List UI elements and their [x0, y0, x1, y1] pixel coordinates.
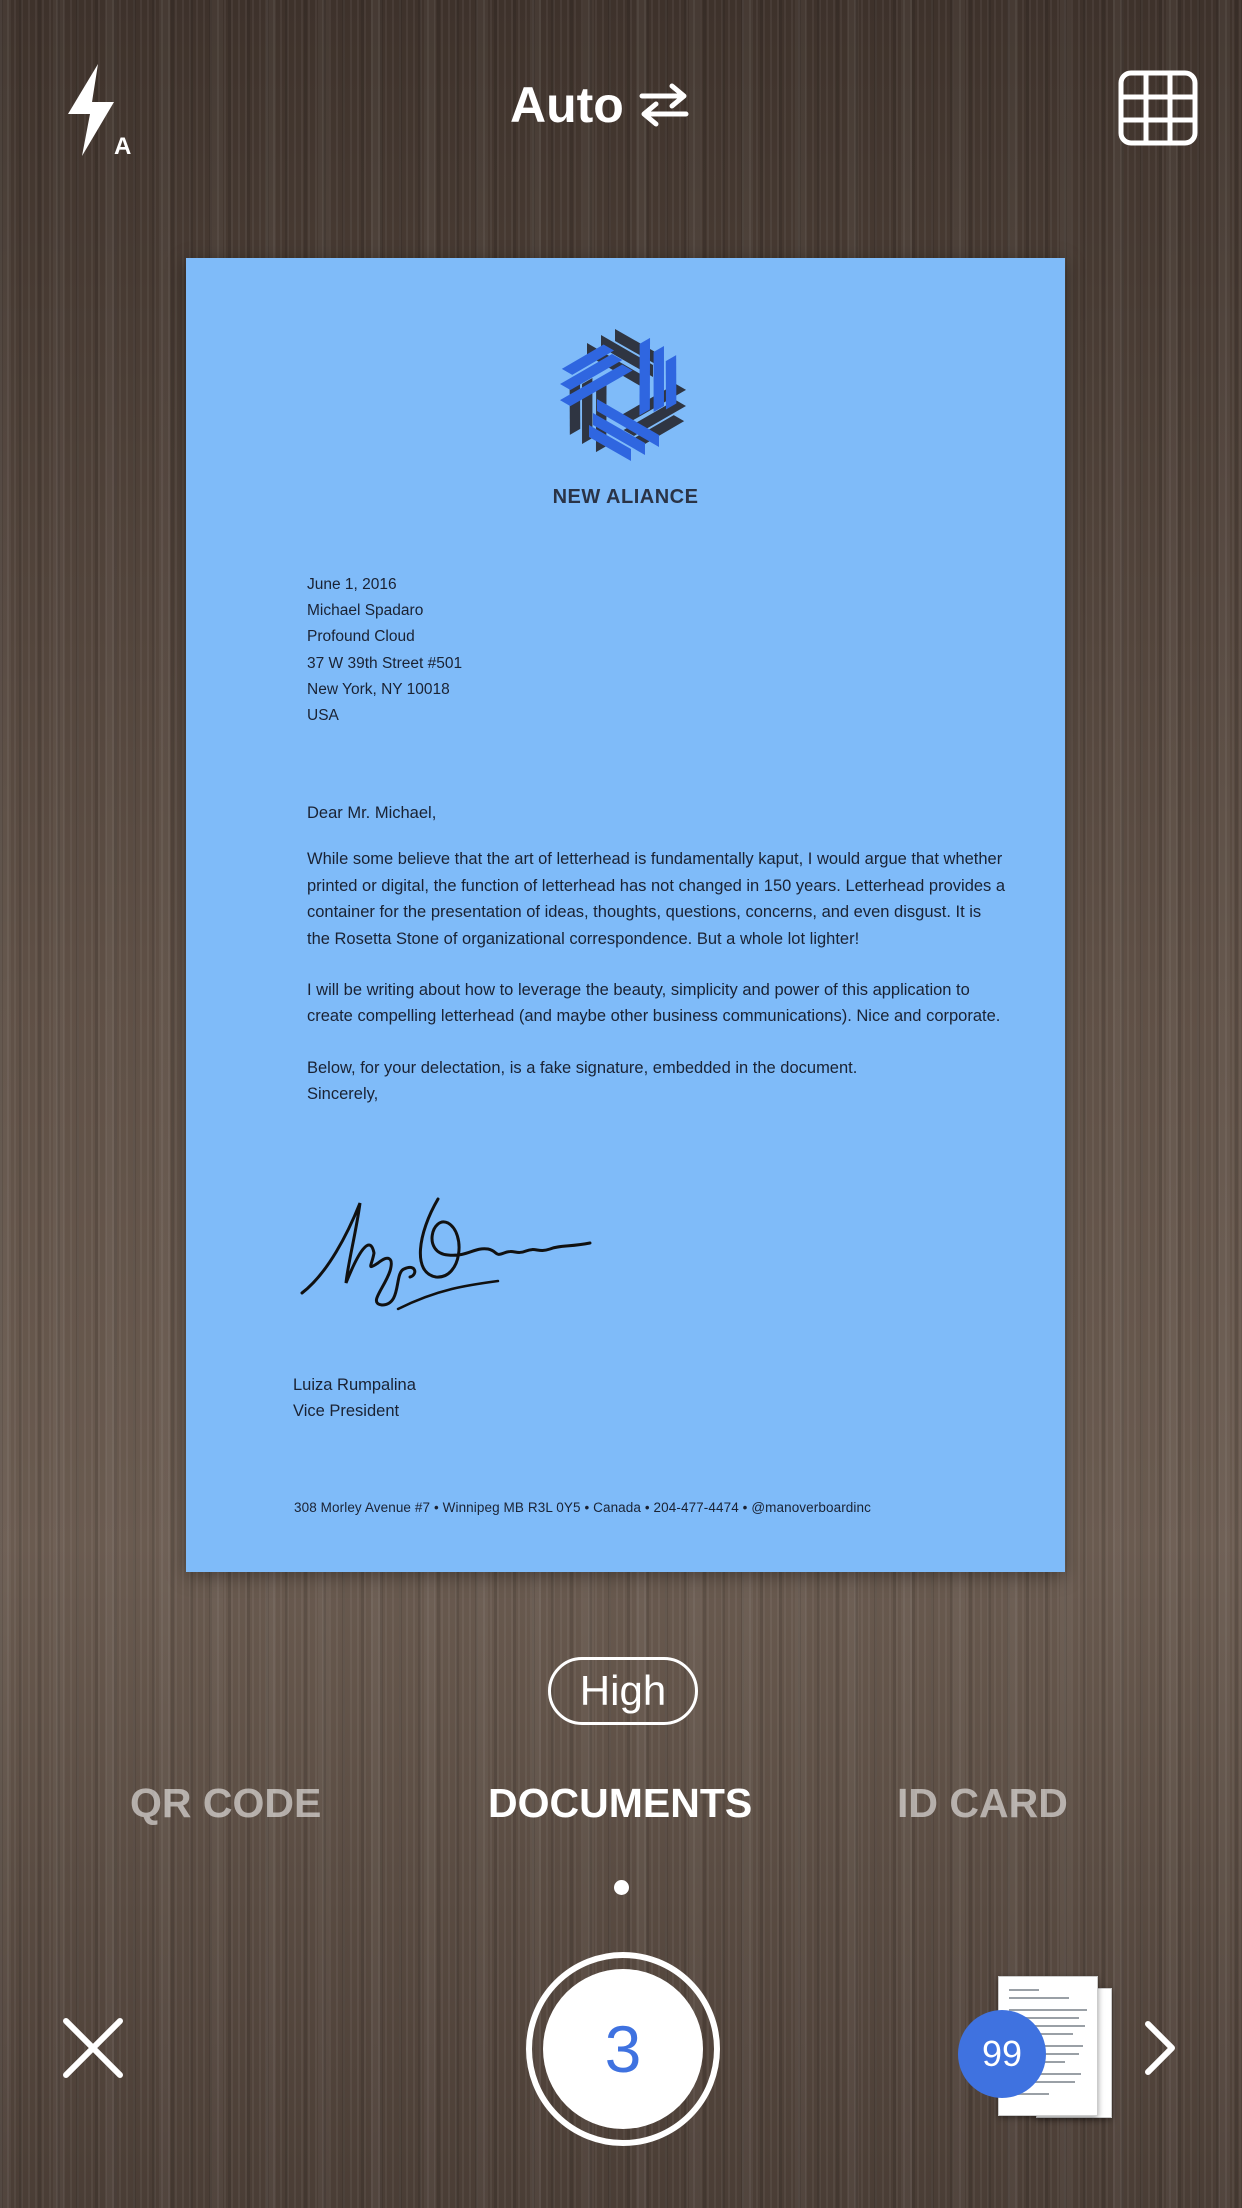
active-tab-indicator: [614, 1880, 629, 1895]
recipient-country: USA: [307, 707, 339, 725]
flash-mode-letter: A: [114, 133, 132, 156]
letter-paragraph-1: While some believe that the art of letterhead is fundamentally kaput, I would argue that whether printed or digital, the function of letterhead has not changed in 150 years. Letterhead provides a container for the presentation of ideas, thoughts, questions, concerns, and even disgust. It is the Rosetta Stone of organizational correspondence. But a whole lot lighter!: [307, 850, 1006, 948]
grid-icon[interactable]: [1118, 70, 1198, 146]
signer-title: Vice President: [293, 1402, 400, 1421]
chevron-right-icon[interactable]: [1140, 2020, 1180, 2076]
close-icon[interactable]: [60, 2015, 126, 2081]
tab-qr-code[interactable]: QR CODE: [130, 1780, 322, 1826]
recipient-company: Profound Cloud: [307, 628, 415, 646]
letter-date: June 1, 2016: [307, 576, 397, 593]
scanned-document: [186, 258, 1065, 1572]
company-name: NEW ALIANCE: [552, 486, 699, 508]
tab-documents[interactable]: DOCUMENTS: [488, 1780, 753, 1826]
letter-paragraph-2: I will be writing about how to leverage the beauty, simplicity and power of this application to create compelling letterhead (and maybe other business communications). Nice and corporate.: [307, 981, 1001, 1026]
capture-mode-label: Auto: [510, 77, 624, 133]
quality-toggle[interactable]: High: [548, 1657, 698, 1725]
handwritten-signature: [298, 1193, 598, 1323]
recipient-address: [307, 572, 462, 729]
signer-block: [293, 1372, 416, 1425]
shutter-count: 3: [543, 1969, 703, 2129]
tab-id-card[interactable]: ID CARD: [897, 1780, 1068, 1826]
shutter-button[interactable]: [526, 1952, 720, 2146]
letter-body: [307, 800, 1007, 1108]
company-logo: [548, 320, 698, 470]
flash-auto-icon[interactable]: [62, 64, 142, 156]
letter-greeting: Dear Mr. Michael,: [307, 804, 437, 822]
letter-paragraph-3: Below, for your delectation, is a fake signature, embedded in the document.: [307, 1058, 858, 1077]
letter-closing: Sincerely,: [307, 1085, 379, 1104]
pages-count-badge[interactable]: 99: [958, 2010, 1046, 2098]
document-footer: 308 Morley Avenue #7 • Winnipeg MB R3L 0Y5 • Canada • 204-477-4474 • @manoverboardinc: [294, 1500, 871, 1515]
capture-mode-toggle[interactable]: [510, 70, 690, 140]
recipient-city: New York, NY 10018: [307, 680, 450, 698]
swap-arrows-icon: [638, 82, 690, 128]
recipient-street: 37 W 39th Street #501: [307, 654, 463, 672]
recipient-name: Michael Spadaro: [307, 602, 424, 620]
signer-name: Luiza Rumpalina: [293, 1376, 416, 1394]
